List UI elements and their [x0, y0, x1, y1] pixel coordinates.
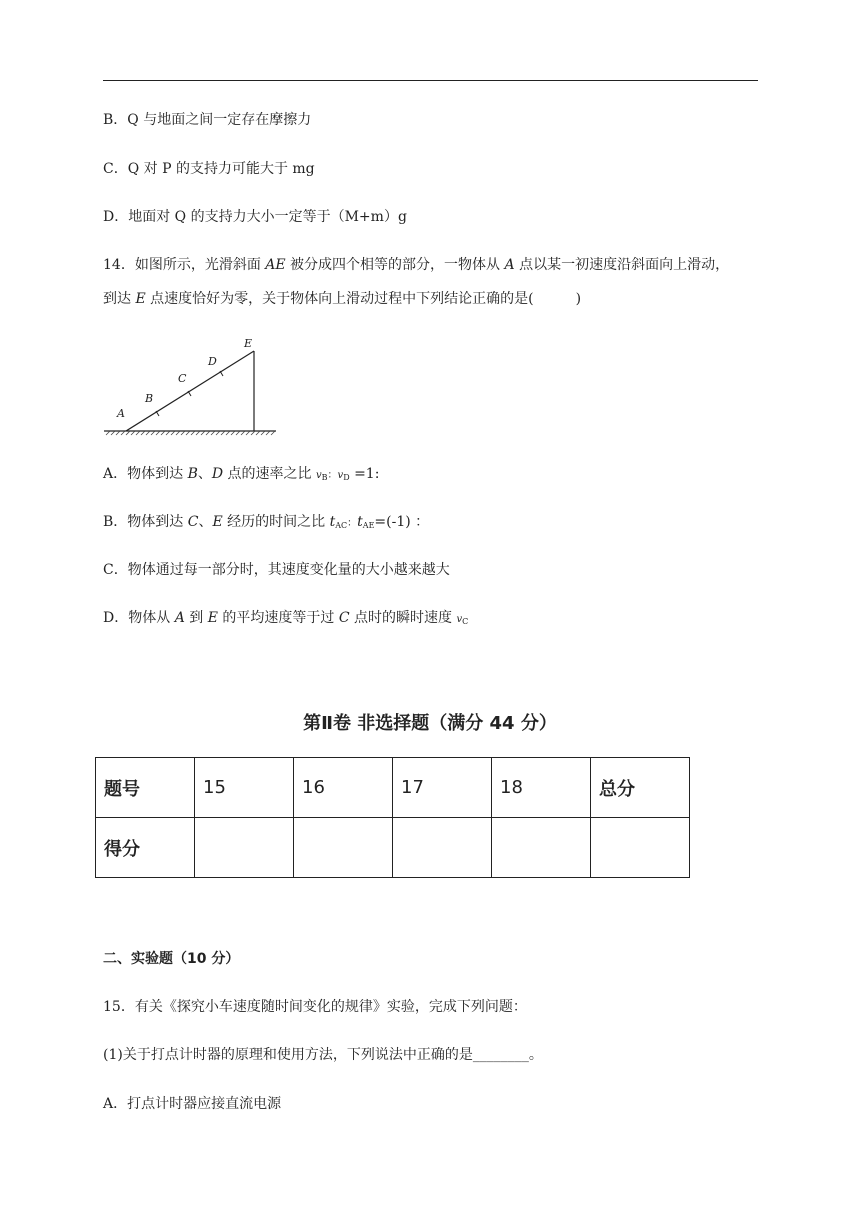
header-rule	[103, 80, 758, 81]
header-cell: 题号	[96, 758, 195, 818]
option-b-top: B．Q 与地面之间一定存在摩擦力	[103, 112, 312, 128]
header-cell: 18	[492, 758, 591, 818]
score-cell[interactable]	[393, 818, 492, 878]
q14-line2: 到达 E 点速度恰好为零，关于物体向上滑动过程中下列结论正确的是( )	[103, 291, 582, 307]
score-table-score-row	[96, 818, 690, 878]
q14-option-c: C．物体通过每一部分时，其速度变化量的大小越来越大	[103, 562, 450, 578]
score-label-cell: 得分	[96, 818, 195, 878]
q15-option-a: A．打点计时器应接直流电源	[103, 1096, 282, 1112]
header-cell: 16	[294, 758, 393, 818]
incline-line	[126, 351, 254, 431]
score-table-header-row	[96, 758, 690, 818]
q14-option-a: A．物体到达 B、D 点的速率之比 $v_B$：$v_D =1$:	[103, 466, 380, 482]
label-b: B	[145, 392, 154, 405]
label-e: E	[244, 337, 253, 350]
label-c: C	[178, 372, 187, 385]
header-cell: 15	[195, 758, 294, 818]
q14-option-b: B．物体到达 C、E 经历的时间之比 $t_{AC}$：$t_{AE}=(-1)$ ：	[103, 514, 430, 530]
score-cell[interactable]	[591, 818, 690, 878]
part2-heading: 第Ⅱ卷 非选择题（满分 44 分）	[303, 713, 557, 734]
header-cell: 17	[393, 758, 492, 818]
score-cell[interactable]	[195, 818, 294, 878]
q14-line1: 14．如图所示，光滑斜面 AE 被分成四个相等的部分，一物体从 A 点以某一初速度沿斜面向上滑动，	[103, 257, 730, 273]
option-d-top: D．地面对 Q 的支持力大小一定等于（M+m）g	[103, 209, 407, 225]
score-cell[interactable]	[492, 818, 591, 878]
ground-hatching	[106, 431, 275, 435]
division-ticks	[156, 371, 223, 416]
score-table	[95, 757, 690, 878]
q15-part1: (1)关于打点计时器的原理和使用方法，下列说法中正确的是________。	[103, 1047, 543, 1063]
score-cell[interactable]	[294, 818, 393, 878]
option-c-top: C．Q 对 P 的支持力可能大于 mg	[103, 161, 315, 177]
q15-stem: 15．有关《探究小车速度随时间变化的规律》实验，完成下列问题：	[103, 999, 527, 1015]
label-a: A	[117, 407, 125, 420]
header-cell: 总分	[591, 758, 690, 818]
q14-option-d: D．物体从 A 到 E 的平均速度等于过 C 点时的瞬时速度 $v_C$	[103, 610, 469, 626]
label-d: D	[208, 355, 217, 368]
section-title: 二、实验题（10 分）	[103, 951, 240, 967]
incline-figure	[100, 335, 280, 440]
